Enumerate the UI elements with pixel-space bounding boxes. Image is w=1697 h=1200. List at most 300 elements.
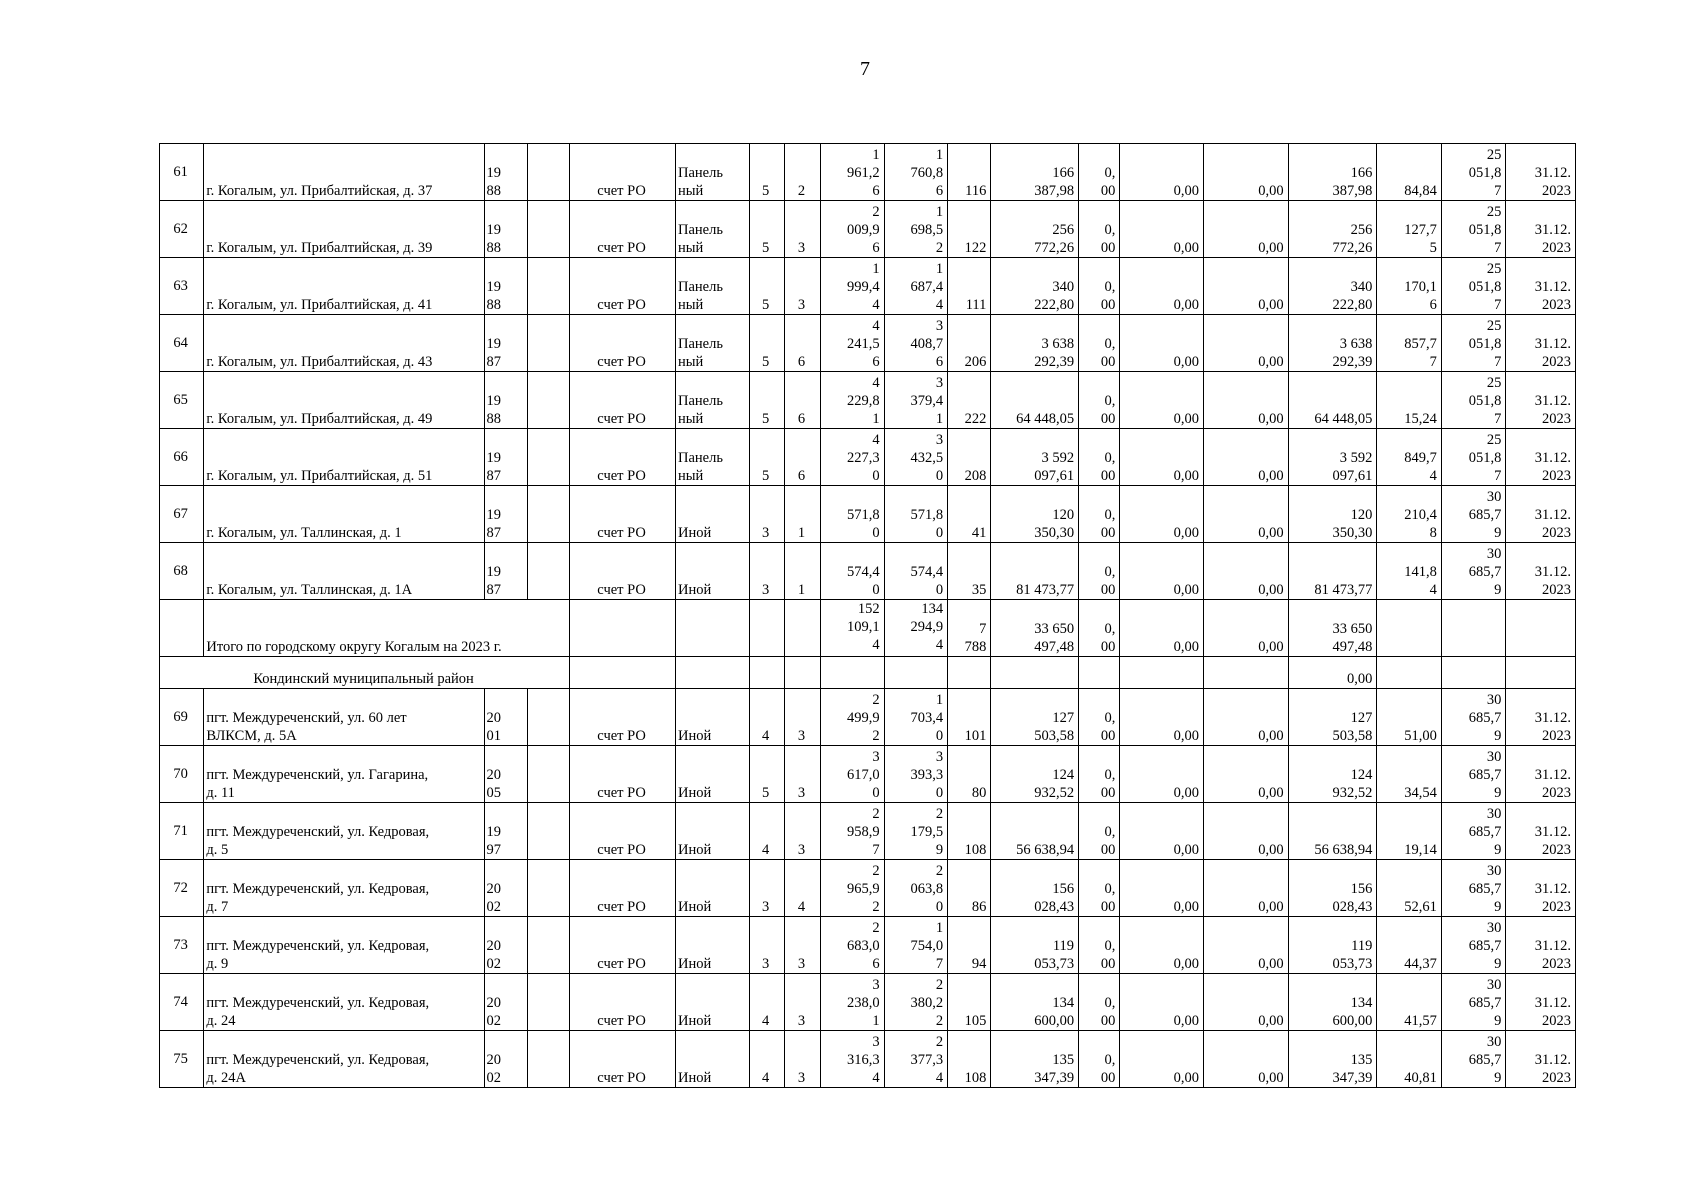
total-residents: 7 788 <box>948 600 991 657</box>
year-cell: 20 02 <box>484 917 527 974</box>
cost-cell: 56 638,94 <box>991 803 1079 860</box>
budget-b-cell: 0,00 <box>1204 974 1289 1031</box>
budget-a-cell: 0,00 <box>1120 144 1204 201</box>
living-area-cell: 2 179,5 9 <box>884 803 947 860</box>
table-row <box>160 543 1576 600</box>
housing-register-table <box>159 143 1576 1088</box>
budget-b-cell: 0,00 <box>1204 144 1289 201</box>
fund-cell: счет РО <box>570 860 676 917</box>
budget-b-cell: 0,00 <box>1204 860 1289 917</box>
fund-zero-cell: 0, 00 <box>1079 144 1120 201</box>
material-cell: Иной <box>675 860 749 917</box>
living-area-cell: 1 760,8 6 <box>884 144 947 201</box>
table-row <box>160 860 1576 917</box>
living-area-cell: 3 393,3 0 <box>884 746 947 803</box>
owners-cost-cell: 134 600,00 <box>1288 974 1377 1031</box>
material-cell: Панель ный <box>675 429 749 486</box>
fund-zero-cell: 0, 00 <box>1079 917 1120 974</box>
budget-a-cell: 0,00 <box>1120 1031 1204 1088</box>
row-number: 65 <box>160 372 204 429</box>
residents-cell: 111 <box>948 258 991 315</box>
empty-cell <box>527 689 569 746</box>
empty-cell <box>527 201 569 258</box>
living-area-cell: 3 379,4 1 <box>884 372 947 429</box>
fund-cell: счет РО <box>570 917 676 974</box>
table-row <box>160 1031 1576 1088</box>
owners-cost-cell: 340 222,80 <box>1288 258 1377 315</box>
owners-cost-cell: 3 592 097,61 <box>1288 429 1377 486</box>
fund-cell: счет РО <box>570 258 676 315</box>
limit-cost-cell: 25 051,8 7 <box>1441 144 1506 201</box>
budget-b-cell: 0,00 <box>1204 372 1289 429</box>
cost-cell: 156 028,43 <box>991 860 1079 917</box>
entrances-cell: 1 <box>784 543 820 600</box>
residents-cell: 108 <box>948 1031 991 1088</box>
total-area2: 134 294,9 4 <box>884 600 947 657</box>
fund-cell: счет РО <box>570 543 676 600</box>
fund-zero-cell: 0, 00 <box>1079 201 1120 258</box>
specific-cost-cell: 52,61 <box>1377 860 1442 917</box>
total-area-cell: 1 961,2 6 <box>821 144 884 201</box>
budget-b-cell: 0,00 <box>1204 689 1289 746</box>
table-row <box>160 486 1576 543</box>
residents-cell: 122 <box>948 201 991 258</box>
material-cell: Панель ный <box>675 201 749 258</box>
entrances-cell: 6 <box>784 315 820 372</box>
date-cell: 31.12. 2023 <box>1506 144 1576 201</box>
year-cell: 19 87 <box>484 429 527 486</box>
owners-cost-cell: 256 772,26 <box>1288 201 1377 258</box>
total-area-cell: 3 316,3 4 <box>821 1031 884 1088</box>
material-cell: Иной <box>675 543 749 600</box>
floors-cell: 4 <box>749 689 784 746</box>
total-area-cell: 2 499,9 2 <box>821 689 884 746</box>
floors-cell: 4 <box>749 974 784 1031</box>
material-cell: Иной <box>675 689 749 746</box>
budget-a-cell: 0,00 <box>1120 860 1204 917</box>
limit-cost-cell: 30 685,7 9 <box>1441 860 1506 917</box>
table-row <box>160 258 1576 315</box>
specific-cost-cell: 41,57 <box>1377 974 1442 1031</box>
date-cell: 31.12. 2023 <box>1506 543 1576 600</box>
specific-cost-cell: 849,7 4 <box>1377 429 1442 486</box>
date-cell: 31.12. 2023 <box>1506 974 1576 1031</box>
address-cell: пгт. Междуреченский, ул. Кедровая, д. 9 <box>204 917 484 974</box>
fund-cell: счет РО <box>570 803 676 860</box>
row-number: 75 <box>160 1031 204 1088</box>
table-row <box>160 144 1576 201</box>
entrances-cell: 6 <box>784 372 820 429</box>
limit-cost-cell: 25 051,8 7 <box>1441 201 1506 258</box>
row-number: 63 <box>160 258 204 315</box>
entrances-cell: 3 <box>784 258 820 315</box>
limit-cost-cell: 30 685,7 9 <box>1441 689 1506 746</box>
table-row <box>160 689 1576 746</box>
material-cell: Иной <box>675 803 749 860</box>
material-cell: Иной <box>675 974 749 1031</box>
living-area-cell: 2 063,8 0 <box>884 860 947 917</box>
fund-zero-cell: 0, 00 <box>1079 372 1120 429</box>
total-z1: 0,00 <box>1120 600 1204 657</box>
fund-zero-cell: 0, 00 <box>1079 689 1120 746</box>
address-cell: г. Когалым, ул. Прибалтийская, д. 41 <box>204 258 484 315</box>
year-cell: 20 02 <box>484 974 527 1031</box>
fund-zero-cell: 0, 00 <box>1079 803 1120 860</box>
date-cell: 31.12. 2023 <box>1506 689 1576 746</box>
row-number: 67 <box>160 486 204 543</box>
limit-cost-cell: 30 685,7 9 <box>1441 486 1506 543</box>
floors-cell: 3 <box>749 860 784 917</box>
floors-cell: 5 <box>749 201 784 258</box>
material-cell: Панель ный <box>675 258 749 315</box>
material-cell: Иной <box>675 1031 749 1088</box>
entrances-cell: 3 <box>784 746 820 803</box>
address-cell: г. Когалым, ул. Таллинская, д. 1А <box>204 543 484 600</box>
total-area-cell: 2 965,9 2 <box>821 860 884 917</box>
year-cell: 20 02 <box>484 1031 527 1088</box>
district-header-row <box>160 657 1576 689</box>
year-cell: 19 87 <box>484 486 527 543</box>
living-area-cell: 1 698,5 2 <box>884 201 947 258</box>
entrances-cell: 3 <box>784 689 820 746</box>
owners-cost-cell: 166 387,98 <box>1288 144 1377 201</box>
specific-cost-cell: 210,4 8 <box>1377 486 1442 543</box>
cost-cell: 120 350,30 <box>991 486 1079 543</box>
empty-cell <box>527 429 569 486</box>
budget-b-cell: 0,00 <box>1204 258 1289 315</box>
entrances-cell: 3 <box>784 974 820 1031</box>
floors-cell: 5 <box>749 258 784 315</box>
fund-zero-cell: 0, 00 <box>1079 746 1120 803</box>
floors-cell: 5 <box>749 144 784 201</box>
empty-cell <box>527 974 569 1031</box>
limit-cost-cell: 25 051,8 7 <box>1441 258 1506 315</box>
floors-cell: 5 <box>749 372 784 429</box>
fund-cell: счет РО <box>570 144 676 201</box>
date-cell: 31.12. 2023 <box>1506 803 1576 860</box>
year-cell: 20 02 <box>484 860 527 917</box>
floors-cell: 4 <box>749 803 784 860</box>
owners-cost-cell: 156 028,43 <box>1288 860 1377 917</box>
living-area-cell: 1 687,4 4 <box>884 258 947 315</box>
total-label: Итого по городскому округу Когалым на 2023 г. <box>204 600 570 657</box>
limit-cost-cell: 30 685,7 9 <box>1441 917 1506 974</box>
row-number: 61 <box>160 144 204 201</box>
floors-cell: 3 <box>749 486 784 543</box>
specific-cost-cell: 84,84 <box>1377 144 1442 201</box>
empty-cell <box>527 315 569 372</box>
budget-a-cell: 0,00 <box>1120 689 1204 746</box>
specific-cost-cell: 141,8 4 <box>1377 543 1442 600</box>
empty-cell <box>527 917 569 974</box>
page-number: 7 <box>860 58 870 80</box>
row-number: 69 <box>160 689 204 746</box>
fund-cell: счет РО <box>570 689 676 746</box>
specific-cost-cell: 19,14 <box>1377 803 1442 860</box>
budget-a-cell: 0,00 <box>1120 201 1204 258</box>
address-cell: г. Когалым, ул. Прибалтийская, д. 43 <box>204 315 484 372</box>
total-zero: 0, 00 <box>1079 600 1120 657</box>
year-cell: 19 87 <box>484 315 527 372</box>
total-z2: 0,00 <box>1204 600 1289 657</box>
table-row <box>160 372 1576 429</box>
material-cell: Панель ный <box>675 144 749 201</box>
total-sum: 33 650 497,48 <box>991 600 1079 657</box>
total-total: 33 650 497,48 <box>1288 600 1377 657</box>
residents-cell: 108 <box>948 803 991 860</box>
owners-cost-cell: 81 473,77 <box>1288 543 1377 600</box>
table-row <box>160 315 1576 372</box>
budget-b-cell: 0,00 <box>1204 1031 1289 1088</box>
address-cell: г. Когалым, ул. Таллинская, д. 1 <box>204 486 484 543</box>
row-number: 74 <box>160 974 204 1031</box>
specific-cost-cell: 15,24 <box>1377 372 1442 429</box>
total-area-cell: 4 229,8 1 <box>821 372 884 429</box>
fund-cell: счет РО <box>570 486 676 543</box>
budget-a-cell: 0,00 <box>1120 543 1204 600</box>
table-row <box>160 917 1576 974</box>
row-number: 62 <box>160 201 204 258</box>
address-cell: пгт. Междуреченский, ул. Кедровая, д. 24 <box>204 974 484 1031</box>
address-cell: пгт. Междуреченский, ул. Кедровая, д. 5 <box>204 803 484 860</box>
fund-zero-cell: 0, 00 <box>1079 543 1120 600</box>
entrances-cell: 1 <box>784 486 820 543</box>
living-area-cell: 1 703,4 0 <box>884 689 947 746</box>
table-row <box>160 803 1576 860</box>
date-cell: 31.12. 2023 <box>1506 201 1576 258</box>
fund-cell: счет РО <box>570 315 676 372</box>
limit-cost-cell: 30 685,7 9 <box>1441 974 1506 1031</box>
fund-zero-cell: 0, 00 <box>1079 486 1120 543</box>
year-cell: 19 88 <box>484 144 527 201</box>
row-number: 70 <box>160 746 204 803</box>
total-area-cell: 2 958,9 7 <box>821 803 884 860</box>
limit-cost-cell: 25 051,8 7 <box>1441 429 1506 486</box>
owners-cost-cell: 135 347,39 <box>1288 1031 1377 1088</box>
budget-b-cell: 0,00 <box>1204 917 1289 974</box>
budget-a-cell: 0,00 <box>1120 746 1204 803</box>
specific-cost-cell: 170,1 6 <box>1377 258 1442 315</box>
budget-a-cell: 0,00 <box>1120 372 1204 429</box>
living-area-cell: 3 432,5 0 <box>884 429 947 486</box>
row-number: 64 <box>160 315 204 372</box>
limit-cost-cell: 30 685,7 9 <box>1441 803 1506 860</box>
address-cell: пгт. Междуреченский, ул. 60 лет ВЛКСМ, д. 5А <box>204 689 484 746</box>
budget-b-cell: 0,00 <box>1204 429 1289 486</box>
fund-zero-cell: 0, 00 <box>1079 258 1120 315</box>
entrances-cell: 4 <box>784 860 820 917</box>
specific-cost-cell: 34,54 <box>1377 746 1442 803</box>
floors-cell: 5 <box>749 429 784 486</box>
address-cell: г. Когалым, ул. Прибалтийская, д. 49 <box>204 372 484 429</box>
budget-b-cell: 0,00 <box>1204 746 1289 803</box>
year-cell: 19 88 <box>484 372 527 429</box>
material-cell: Иной <box>675 746 749 803</box>
empty-cell <box>527 746 569 803</box>
date-cell: 31.12. 2023 <box>1506 429 1576 486</box>
budget-a-cell: 0,00 <box>1120 315 1204 372</box>
residents-cell: 80 <box>948 746 991 803</box>
total-area-cell: 3 238,0 1 <box>821 974 884 1031</box>
table-row <box>160 201 1576 258</box>
total-area-cell: 4 227,3 0 <box>821 429 884 486</box>
table-row <box>160 746 1576 803</box>
material-cell: Иной <box>675 917 749 974</box>
budget-b-cell: 0,00 <box>1204 201 1289 258</box>
entrances-cell: 2 <box>784 144 820 201</box>
entrances-cell: 3 <box>784 917 820 974</box>
material-cell: Панель ный <box>675 315 749 372</box>
row-number: 68 <box>160 543 204 600</box>
cost-cell: 166 387,98 <box>991 144 1079 201</box>
date-cell: 31.12. 2023 <box>1506 917 1576 974</box>
specific-cost-cell: 44,37 <box>1377 917 1442 974</box>
budget-b-cell: 0,00 <box>1204 315 1289 372</box>
year-cell: 19 87 <box>484 543 527 600</box>
cost-cell: 3 638 292,39 <box>991 315 1079 372</box>
cost-cell: 340 222,80 <box>991 258 1079 315</box>
budget-a-cell: 0,00 <box>1120 917 1204 974</box>
date-cell: 31.12. 2023 <box>1506 372 1576 429</box>
table-row <box>160 974 1576 1031</box>
total-area-cell: 4 241,5 6 <box>821 315 884 372</box>
budget-a-cell: 0,00 <box>1120 429 1204 486</box>
table-row <box>160 429 1576 486</box>
floors-cell: 3 <box>749 917 784 974</box>
cost-cell: 135 347,39 <box>991 1031 1079 1088</box>
specific-cost-cell: 857,7 7 <box>1377 315 1442 372</box>
total-area-cell: 1 999,4 4 <box>821 258 884 315</box>
address-cell: г. Когалым, ул. Прибалтийская, д. 37 <box>204 144 484 201</box>
row-number: 71 <box>160 803 204 860</box>
entrances-cell: 6 <box>784 429 820 486</box>
total-area1: 152 109,1 4 <box>821 600 884 657</box>
address-cell: пгт. Междуреченский, ул. Гагарина, д. 11 <box>204 746 484 803</box>
cost-cell: 64 448,05 <box>991 372 1079 429</box>
address-cell: г. Когалым, ул. Прибалтийская, д. 51 <box>204 429 484 486</box>
budget-b-cell: 0,00 <box>1204 543 1289 600</box>
owners-cost-cell: 119 053,73 <box>1288 917 1377 974</box>
budget-a-cell: 0,00 <box>1120 803 1204 860</box>
date-cell: 31.12. 2023 <box>1506 860 1576 917</box>
cost-cell: 124 932,52 <box>991 746 1079 803</box>
owners-cost-cell: 3 638 292,39 <box>1288 315 1377 372</box>
year-cell: 19 97 <box>484 803 527 860</box>
empty-cell <box>527 486 569 543</box>
entrances-cell: 3 <box>784 201 820 258</box>
address-cell: г. Когалым, ул. Прибалтийская, д. 39 <box>204 201 484 258</box>
floors-cell: 3 <box>749 543 784 600</box>
empty-cell <box>527 860 569 917</box>
fund-cell: счет РО <box>570 1031 676 1088</box>
empty-cell <box>527 543 569 600</box>
floors-cell: 4 <box>749 1031 784 1088</box>
fund-zero-cell: 0, 00 <box>1079 974 1120 1031</box>
fund-cell: счет РО <box>570 201 676 258</box>
empty-cell <box>527 258 569 315</box>
budget-b-cell: 0,00 <box>1204 803 1289 860</box>
living-area-cell: 2 377,3 4 <box>884 1031 947 1088</box>
fund-cell: счет РО <box>570 429 676 486</box>
date-cell: 31.12. 2023 <box>1506 315 1576 372</box>
residents-cell: 41 <box>948 486 991 543</box>
living-area-cell: 1 754,0 7 <box>884 917 947 974</box>
fund-zero-cell: 0, 00 <box>1079 429 1120 486</box>
address-cell: пгт. Междуреченский, ул. Кедровая, д. 24А <box>204 1031 484 1088</box>
empty-cell <box>527 144 569 201</box>
owners-cost-cell: 120 350,30 <box>1288 486 1377 543</box>
residents-cell: 116 <box>948 144 991 201</box>
residents-cell: 35 <box>948 543 991 600</box>
date-cell: 31.12. 2023 <box>1506 258 1576 315</box>
empty-cell <box>527 1031 569 1088</box>
living-area-cell: 3 408,7 6 <box>884 315 947 372</box>
specific-cost-cell: 127,7 5 <box>1377 201 1442 258</box>
residents-cell: 222 <box>948 372 991 429</box>
district-label: Кондинский муниципальный район <box>160 657 570 689</box>
address-cell: пгт. Междуреченский, ул. Кедровая, д. 7 <box>204 860 484 917</box>
year-cell: 19 88 <box>484 258 527 315</box>
district-total: 0,00 <box>1288 657 1377 689</box>
budget-a-cell: 0,00 <box>1120 974 1204 1031</box>
cost-cell: 119 053,73 <box>991 917 1079 974</box>
fund-cell: счет РО <box>570 746 676 803</box>
fund-cell: счет РО <box>570 974 676 1031</box>
owners-cost-cell: 127 503,58 <box>1288 689 1377 746</box>
floors-cell: 5 <box>749 746 784 803</box>
fund-zero-cell: 0, 00 <box>1079 860 1120 917</box>
limit-cost-cell: 30 685,7 9 <box>1441 746 1506 803</box>
owners-cost-cell: 56 638,94 <box>1288 803 1377 860</box>
row-number: 66 <box>160 429 204 486</box>
owners-cost-cell: 124 932,52 <box>1288 746 1377 803</box>
limit-cost-cell: 25 051,8 7 <box>1441 372 1506 429</box>
living-area-cell: 571,8 0 <box>884 486 947 543</box>
total-row <box>160 600 1576 657</box>
total-area-cell: 3 617,0 0 <box>821 746 884 803</box>
specific-cost-cell: 40,81 <box>1377 1031 1442 1088</box>
fund-cell: счет РО <box>570 372 676 429</box>
total-area-cell: 2 009,9 6 <box>821 201 884 258</box>
year-cell: 20 01 <box>484 689 527 746</box>
cost-cell: 3 592 097,61 <box>991 429 1079 486</box>
total-area-cell: 571,8 0 <box>821 486 884 543</box>
empty-cell <box>527 803 569 860</box>
total-area-cell: 2 683,0 6 <box>821 917 884 974</box>
residents-cell: 101 <box>948 689 991 746</box>
material-cell: Иной <box>675 486 749 543</box>
material-cell: Панель ный <box>675 372 749 429</box>
owners-cost-cell: 64 448,05 <box>1288 372 1377 429</box>
specific-cost-cell: 51,00 <box>1377 689 1442 746</box>
living-area-cell: 2 380,2 2 <box>884 974 947 1031</box>
entrances-cell: 3 <box>784 803 820 860</box>
entrances-cell: 3 <box>784 1031 820 1088</box>
budget-a-cell: 0,00 <box>1120 486 1204 543</box>
cost-cell: 127 503,58 <box>991 689 1079 746</box>
row-number: 73 <box>160 917 204 974</box>
limit-cost-cell: 30 685,7 9 <box>1441 543 1506 600</box>
empty-cell <box>527 372 569 429</box>
total-area-cell: 574,4 0 <box>821 543 884 600</box>
floors-cell: 5 <box>749 315 784 372</box>
date-cell: 31.12. 2023 <box>1506 1031 1576 1088</box>
year-cell: 19 88 <box>484 201 527 258</box>
residents-cell: 208 <box>948 429 991 486</box>
cost-cell: 81 473,77 <box>991 543 1079 600</box>
date-cell: 31.12. 2023 <box>1506 486 1576 543</box>
limit-cost-cell: 25 051,8 7 <box>1441 315 1506 372</box>
